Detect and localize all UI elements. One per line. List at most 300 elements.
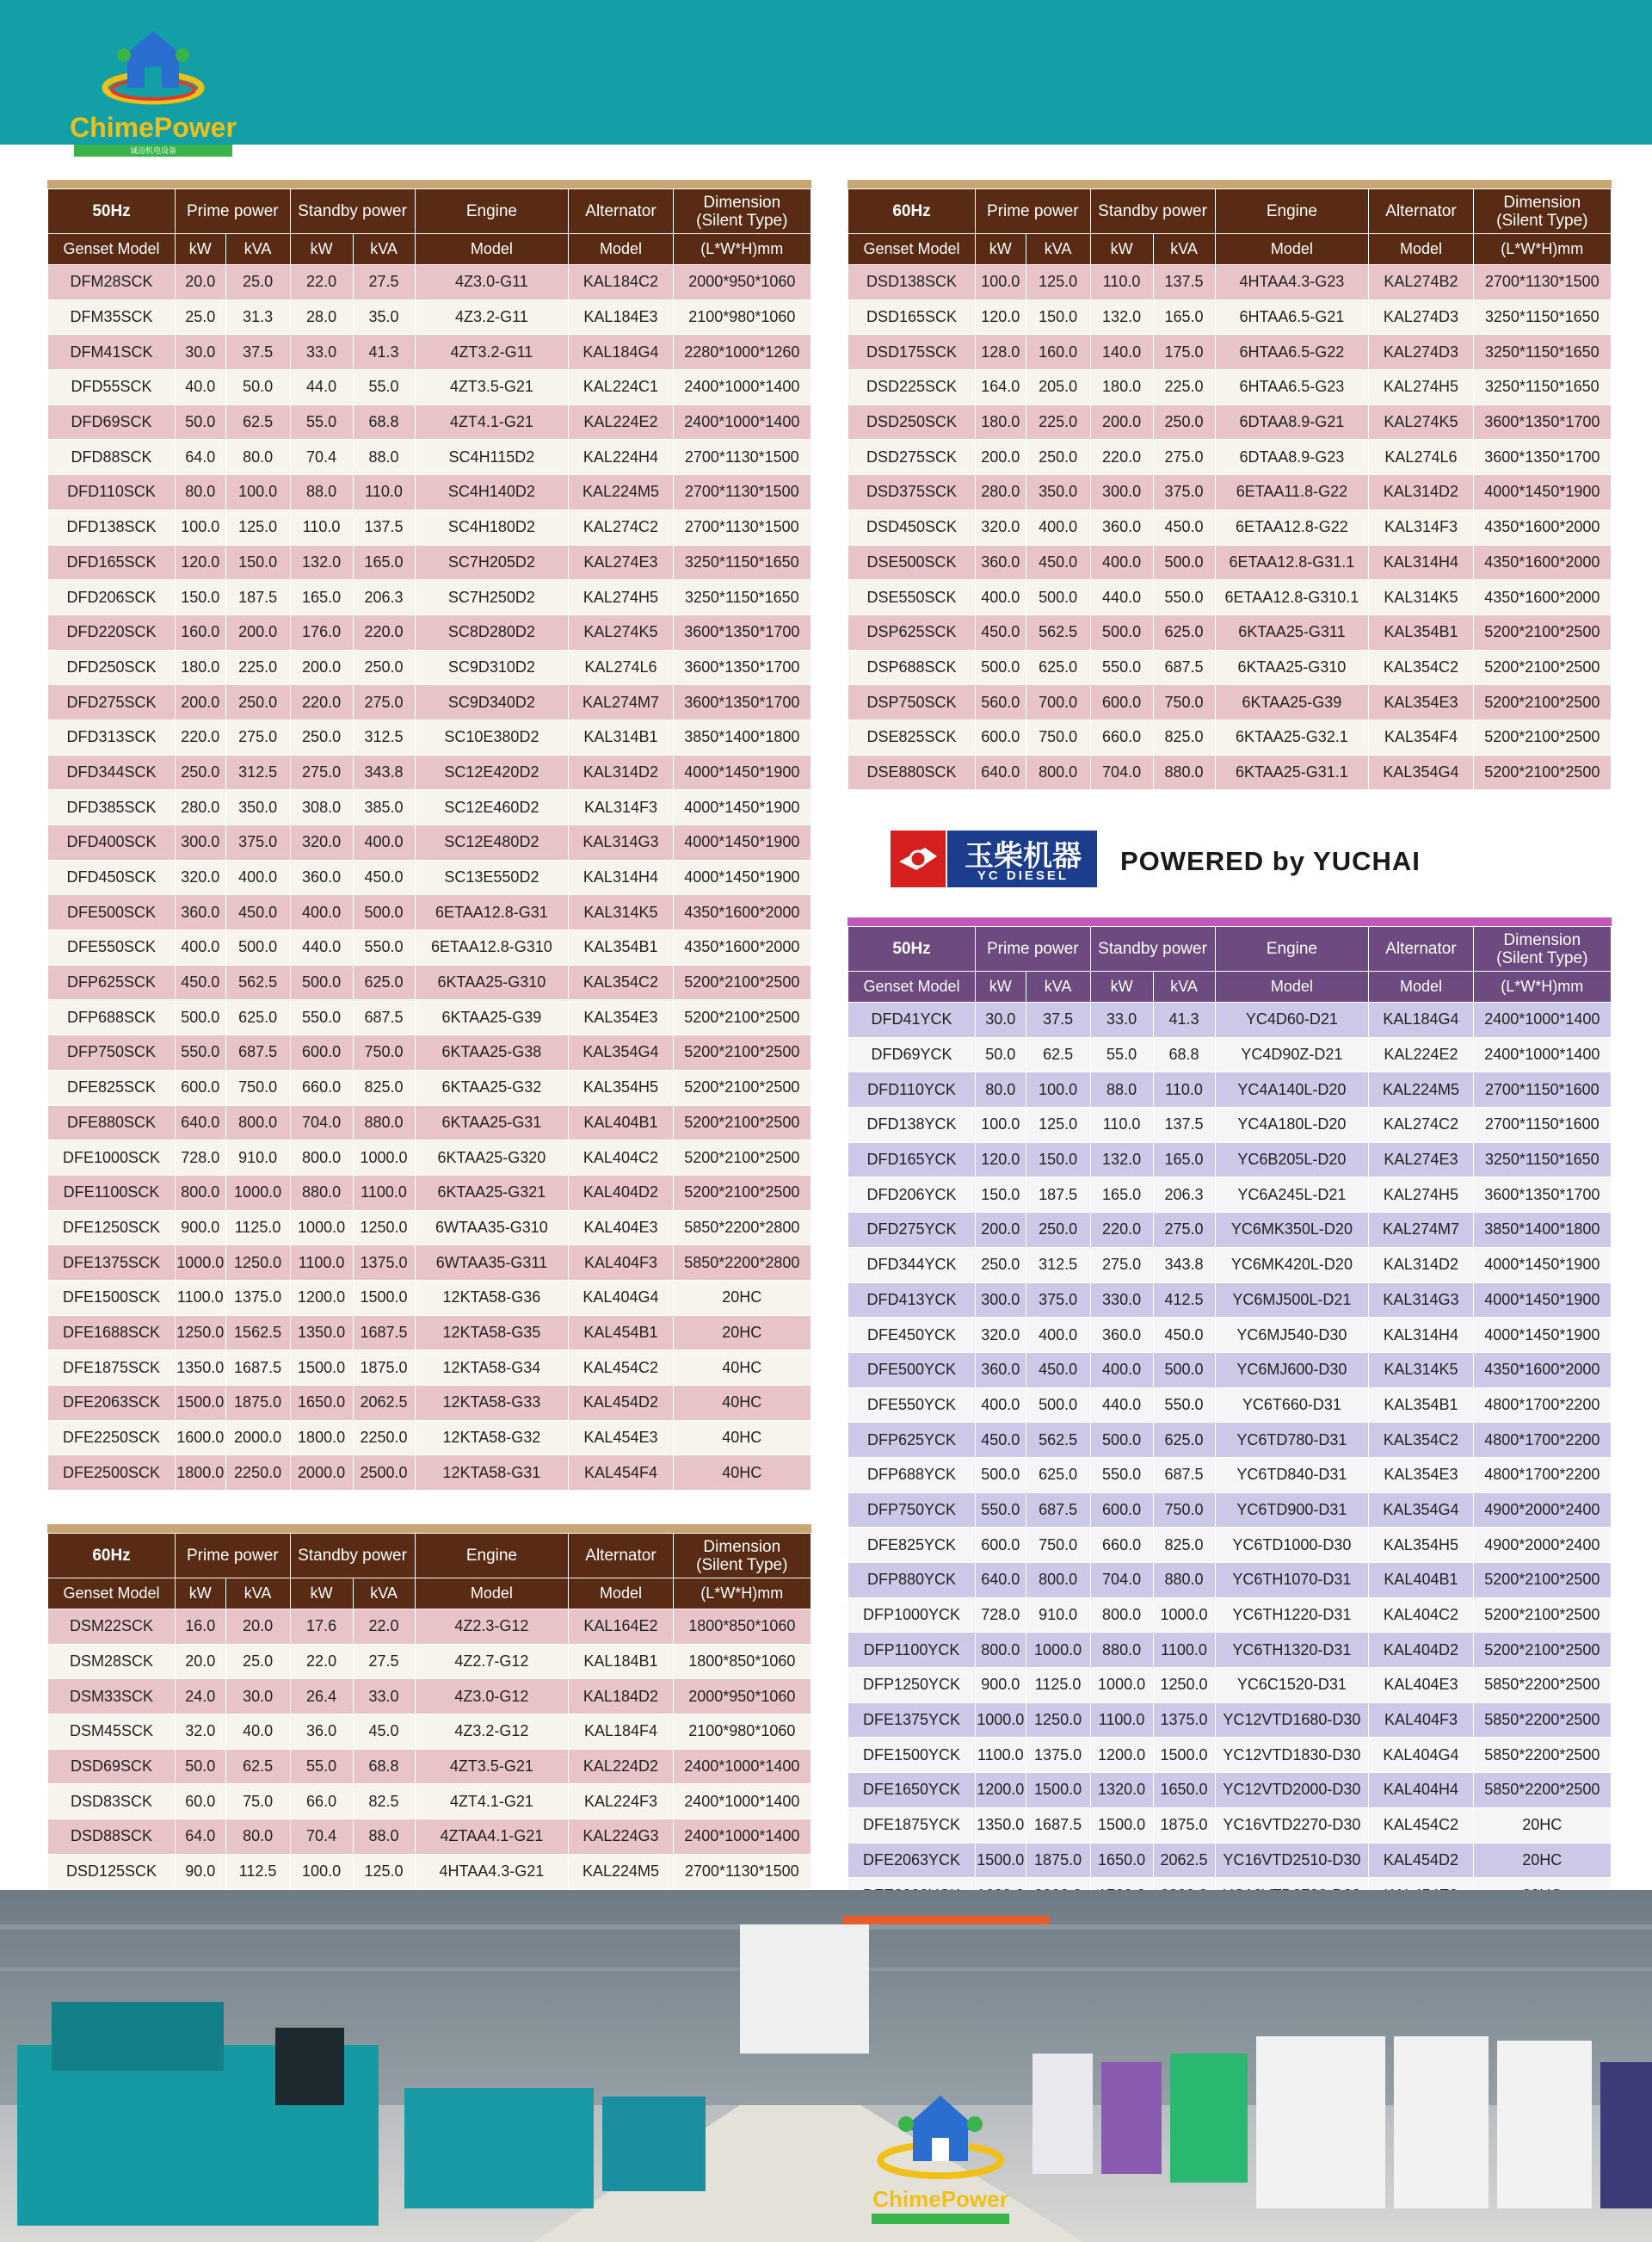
prime-kva-cell: 205.0 [1026, 370, 1090, 405]
prime-kva-cell: 50.0 [225, 370, 290, 405]
table-row [48, 1175, 811, 1210]
standby-kva-cell: 400.0 [353, 825, 415, 861]
table-top-border [47, 180, 811, 188]
engine-model-cell: 12KTA58-G32 [415, 1420, 569, 1455]
prime-kva-cell: 562.5 [225, 965, 290, 1000]
standby-kw-cell: 1200.0 [1090, 1738, 1153, 1773]
prime-kw-cell: 1500.0 [176, 1386, 226, 1421]
standby-kw-cell: 33.0 [1090, 1003, 1153, 1038]
dimension-cell: 2700*1130*1500 [1473, 265, 1611, 300]
standby-kw-cell: 550.0 [290, 1000, 353, 1035]
standby-kva-cell: 35.0 [353, 300, 415, 335]
silent-type-label: (Silent Type) [1496, 211, 1588, 230]
genset-model-cell: DFE1500SCK [48, 1280, 176, 1315]
alternator-model-cell: KAL184D2 [569, 1679, 673, 1714]
genset-model-cell: DFP1250YCK [848, 1668, 976, 1703]
alternator-model-header: Model [1369, 972, 1473, 1003]
engine-model-cell: SC7H250D2 [415, 580, 569, 615]
standby-kva-cell: 137.5 [1153, 265, 1215, 300]
engine-model-cell: SC12E480D2 [415, 825, 569, 861]
standby-kva-cell: 1375.0 [1153, 1702, 1215, 1738]
standby-kva-cell: 110.0 [353, 475, 415, 510]
standby-power-header: Standby power [1090, 927, 1215, 972]
prime-kva-cell: 700.0 [1026, 685, 1090, 720]
engine-model-cell: 4Z3.2-G12 [415, 1714, 569, 1750]
standby-kva-cell: 165.0 [1153, 1142, 1215, 1177]
prime-kw-cell: 50.0 [176, 1749, 226, 1784]
standby-kw-cell: 275.0 [1090, 1247, 1153, 1282]
table-row [848, 545, 1612, 580]
table-row [848, 1843, 1612, 1878]
standby-kw-cell: 44.0 [290, 370, 353, 405]
dimension-cell: 20HC [1473, 1843, 1611, 1878]
genset-model-cell: DFD250SCK [48, 650, 176, 685]
engine-model-cell: YC12VTD1680-D30 [1215, 1702, 1369, 1738]
standby-kva-cell: 450.0 [353, 860, 415, 895]
table-row [848, 1492, 1612, 1528]
alternator-model-cell: KAL314G3 [569, 825, 673, 861]
prime-kw-cell: 100.0 [176, 510, 226, 545]
prime-kva-cell: 275.0 [225, 720, 290, 755]
alternator-model-cell: KAL224F3 [569, 1784, 673, 1819]
standby-kw-cell: 500.0 [290, 965, 353, 1000]
prime-kva-cell: 350.0 [1026, 475, 1090, 510]
prime-kva-cell: 37.5 [225, 335, 290, 370]
standby-kva-cell: 687.5 [1153, 650, 1215, 685]
alternator-header: Alternator [569, 1534, 673, 1578]
engine-model-cell: SC9D340D2 [415, 685, 569, 720]
table-row [848, 300, 1612, 335]
prime-kw-cell: 800.0 [176, 1175, 226, 1210]
prime-kw-cell: 640.0 [176, 1105, 226, 1140]
standby-kva-cell: 1500.0 [1153, 1738, 1215, 1773]
prime-kw-cell: 200.0 [176, 685, 226, 720]
engine-model-cell: 6KTAA25-G32.1 [1215, 720, 1369, 755]
alternator-model-cell: KAL274K5 [569, 615, 673, 650]
prime-kw-cell: 120.0 [976, 1142, 1026, 1177]
alternator-model-cell: KAL274D3 [1369, 335, 1473, 370]
standby-kva-cell: 41.3 [1153, 1003, 1215, 1038]
genset-model-cell: DFE500SCK [48, 895, 176, 930]
genset-model-cell: DFD138YCK [848, 1108, 976, 1143]
table-row [848, 1108, 1612, 1143]
genset-model-cell: DSE500SCK [848, 545, 976, 580]
engine-model-cell: SC7H205D2 [415, 545, 569, 580]
standby-kw-cell: 220.0 [1090, 440, 1153, 475]
prime-kw-cell: 128.0 [976, 335, 1026, 370]
genset-model-cell: DFE450YCK [848, 1318, 976, 1353]
prime-kva-cell: 1875.0 [225, 1386, 290, 1421]
standby-kva-cell: 550.0 [353, 930, 415, 966]
table-top-border [848, 917, 1612, 926]
table-row [48, 615, 811, 650]
spec-table-60hz-left [47, 1533, 811, 1890]
alternator-model-cell: KAL354E3 [1369, 685, 1473, 720]
prime-kva-cell: 150.0 [1026, 1142, 1090, 1177]
standby-kw-cell: 660.0 [1090, 720, 1153, 755]
dimension-cell: 2280*1000*1260 [673, 335, 811, 370]
standby-kva-cell: 450.0 [1153, 1318, 1215, 1353]
standby-kva-cell: 22.0 [353, 1609, 415, 1645]
alternator-model-cell: KAL224C1 [569, 370, 673, 405]
standby-kw-cell: 88.0 [1090, 1072, 1153, 1108]
alternator-model-cell: KAL314H4 [1369, 1318, 1473, 1353]
dimension-cell: 5850*2200*2500 [1473, 1702, 1611, 1738]
prime-kw-cell: 300.0 [976, 1282, 1026, 1318]
standby-kw-cell: 330.0 [1090, 1282, 1153, 1318]
engine-model-cell: 12KTA58-G31 [415, 1455, 569, 1491]
prime-kw-cell: 600.0 [176, 1070, 226, 1105]
engine-model-cell: 6ETAA11.8-G22 [1215, 475, 1369, 510]
standby-kva-cell: 68.8 [353, 1749, 415, 1784]
alternator-model-cell: KAL354B1 [1369, 1387, 1473, 1423]
prime-kva-cell: 80.0 [225, 440, 290, 475]
prime-kva-cell: 25.0 [225, 265, 290, 300]
alternator-model-cell: KAL354C2 [569, 965, 673, 1000]
standby-kva-cell: 88.0 [353, 1819, 415, 1855]
engine-model-cell: 4Z2.3-G12 [415, 1609, 569, 1645]
table-row [48, 440, 811, 475]
genset-model-cell: DFD413YCK [848, 1282, 976, 1318]
genset-model-header: Genset Model [48, 1578, 176, 1609]
prime-kva-cell: 150.0 [225, 545, 290, 580]
alternator-model-cell: KAL184G4 [569, 335, 673, 370]
alternator-model-cell: KAL454F4 [569, 1455, 673, 1491]
dimension-cell: 3250*1150*1650 [673, 545, 811, 580]
standby-kva-cell: 687.5 [1153, 1457, 1215, 1492]
standby-kw-cell: 70.4 [290, 1819, 353, 1855]
dimension-header [1473, 189, 1611, 234]
prime-kva-cell: 450.0 [1026, 545, 1090, 580]
alternator-model-cell: KAL314B1 [569, 720, 673, 755]
engine-model-cell: 4ZT4.1-G21 [415, 1784, 569, 1819]
engine-model-cell: 4HTAA4.3-G23 [1215, 265, 1369, 300]
dimension-cell: 4800*1700*2200 [1473, 1457, 1611, 1492]
table-row [848, 1037, 1612, 1072]
table-row [48, 790, 811, 825]
dimension-cell: 2400*1000*1400 [673, 1749, 811, 1784]
table-row [48, 720, 811, 755]
table-header-row [848, 927, 1612, 972]
standby-kw-cell: 250.0 [290, 720, 353, 755]
standby-kw-cell: 550.0 [1090, 650, 1153, 685]
standby-kva-cell: 625.0 [1153, 615, 1215, 650]
engine-model-cell: YC4A180L-D20 [1215, 1108, 1369, 1143]
alternator-model-cell: KAL274B2 [1369, 265, 1473, 300]
standby-kva-cell: 880.0 [353, 1105, 415, 1140]
prime-kva-cell: 160.0 [1026, 335, 1090, 370]
dimension-cell: 3250*1150*1650 [1473, 335, 1611, 370]
standby-kw-cell: 70.4 [290, 440, 353, 475]
standby-kva-header: kVA [1153, 234, 1215, 265]
standby-kva-cell: 68.8 [1153, 1037, 1215, 1072]
prime-kw-cell: 30.0 [176, 335, 226, 370]
prime-kva-cell: 1125.0 [1026, 1668, 1090, 1703]
standby-kw-cell: 165.0 [290, 580, 353, 615]
genset-model-cell: DFE2500SCK [48, 1455, 176, 1491]
alternator-model-cell: KAL314K5 [569, 895, 673, 930]
alternator-model-cell: KAL354B1 [569, 930, 673, 966]
engine-model-cell: 6KTAA25-G321 [415, 1175, 569, 1210]
table-row [48, 965, 811, 1000]
prime-kw-cell: 1500.0 [976, 1843, 1026, 1878]
alternator-model-header: Model [569, 1578, 673, 1609]
genset-model-cell: DSD88SCK [48, 1819, 176, 1855]
engine-model-cell: YC16VTD2270-D30 [1215, 1807, 1369, 1843]
dimension-cell: 5200*2100*2500 [1473, 1597, 1611, 1633]
dimension-cell: 3850*1400*1800 [1473, 1213, 1611, 1248]
dimension-cell: 3850*1400*1800 [673, 720, 811, 755]
prime-kw-cell: 60.0 [176, 1784, 226, 1819]
prime-kw-cell: 400.0 [976, 1387, 1026, 1423]
standby-kva-cell: 45.0 [353, 1714, 415, 1750]
table-row [848, 615, 1612, 650]
standby-kw-cell: 200.0 [1090, 405, 1153, 440]
standby-kw-cell: 132.0 [1090, 1142, 1153, 1177]
table-row [48, 1035, 811, 1071]
alternator-model-cell: KAL354H5 [1369, 1528, 1473, 1563]
engine-model-cell: SC10E380D2 [415, 720, 569, 755]
standby-kva-cell: 165.0 [1153, 300, 1215, 335]
dimension-cell: 2700*1130*1500 [673, 1854, 811, 1889]
prime-kw-cell: 180.0 [176, 650, 226, 685]
genset-model-cell: DSE825SCK [848, 720, 976, 755]
genset-model-cell: DSP625SCK [848, 615, 976, 650]
dimension-cell: 4900*2000*2400 [1473, 1492, 1611, 1528]
standby-kva-cell: 27.5 [353, 1644, 415, 1679]
standby-kva-cell: 412.5 [1153, 1282, 1215, 1318]
prime-kw-cell: 728.0 [976, 1597, 1026, 1633]
engine-model-cell: YC12VTD2000-D30 [1215, 1773, 1369, 1808]
alternator-model-cell: KAL274E3 [1369, 1142, 1473, 1177]
table-row [848, 755, 1612, 790]
alternator-model-cell: KAL274C2 [1369, 1108, 1473, 1143]
genset-model-cell: DSD83SCK [48, 1784, 176, 1819]
dimension-cell: 5850*2200*2800 [673, 1210, 811, 1245]
dimension-cell: 3250*1150*1650 [1473, 1142, 1611, 1177]
dimension-cell: 20HC [673, 1315, 811, 1350]
engine-model-cell: 4Z3.0-G11 [415, 265, 569, 300]
engine-model-cell: 6KTAA25-G310 [1215, 650, 1369, 685]
table-row [48, 755, 811, 790]
dimension-label: Dimension [1503, 193, 1581, 212]
standby-kva-cell: 625.0 [1153, 1423, 1215, 1458]
standby-kw-cell: 66.0 [290, 1784, 353, 1819]
genset-model-cell: DFE1375YCK [848, 1702, 976, 1738]
genset-model-cell: DFD450SCK [48, 860, 176, 895]
table-row [48, 930, 811, 966]
prime-kw-cell: 32.0 [176, 1714, 226, 1750]
standby-kva-header: kVA [353, 1578, 415, 1609]
alternator-model-cell: KAL224G3 [569, 1819, 673, 1855]
dimension-cell: 1800*850*1060 [673, 1609, 811, 1645]
alternator-model-cell: KAL314K5 [1369, 1352, 1473, 1387]
dimension-cell: 3250*1150*1650 [1473, 300, 1611, 335]
yuchai-logo-cn: 玉柴机器 [965, 840, 1082, 873]
engine-header: Engine [1215, 927, 1369, 972]
table-row [48, 1315, 811, 1350]
engine-model-cell: 6HTAA6.5-G23 [1215, 370, 1369, 405]
prime-kw-cell: 24.0 [176, 1679, 226, 1714]
table-row [48, 1455, 811, 1491]
table-row [848, 1807, 1612, 1843]
table-row [848, 1387, 1612, 1423]
alternator-model-cell: KAL354E3 [569, 1000, 673, 1035]
standby-kw-cell: 110.0 [290, 510, 353, 545]
dimension-header [1473, 927, 1611, 972]
table-row [48, 1854, 811, 1889]
alternator-model-cell: KAL274C2 [569, 510, 673, 545]
standby-kw-cell: 132.0 [1090, 300, 1153, 335]
standby-kw-cell: 1200.0 [290, 1280, 353, 1315]
table-row [848, 1668, 1612, 1703]
alternator-model-cell: KAL274K5 [1369, 405, 1473, 440]
prime-kw-cell: 1100.0 [976, 1738, 1026, 1773]
dimension-cell: 5200*2100*2500 [1473, 1563, 1611, 1598]
engine-model-cell: 4ZT3.5-G21 [415, 1749, 569, 1784]
prime-kw-cell: 640.0 [976, 755, 1026, 790]
standby-kva-cell: 88.0 [353, 440, 415, 475]
standby-kw-cell: 28.0 [290, 300, 353, 335]
alternator-model-cell: KAL274M7 [1369, 1213, 1473, 1248]
prime-kw-cell: 728.0 [176, 1140, 226, 1176]
dimension-label: Dimension [1503, 930, 1581, 949]
genset-model-cell: DFE500YCK [848, 1352, 976, 1387]
standby-kva-cell: 1000.0 [353, 1140, 415, 1176]
prime-kva-cell: 30.0 [225, 1679, 290, 1714]
alternator-model-cell: KAL314H4 [569, 860, 673, 895]
spec-table-50hz [47, 188, 811, 1491]
genset-model-cell: DFD344SCK [48, 755, 176, 790]
dimension-cell: 40HC [673, 1420, 811, 1455]
dimension-cell: 2400*1000*1400 [673, 370, 811, 405]
engine-model-cell: YC6TD780-D31 [1215, 1423, 1369, 1458]
alternator-model-cell: KAL354B1 [1369, 615, 1473, 650]
alternator-model-cell: KAL354G4 [569, 1035, 673, 1071]
alternator-model-cell: KAL404E3 [569, 1210, 673, 1245]
dimension-cell: 4350*1600*2000 [673, 895, 811, 930]
standby-kva-cell: 1000.0 [1153, 1597, 1215, 1633]
standby-kva-cell: 175.0 [1153, 335, 1215, 370]
engine-header: Engine [415, 1534, 569, 1578]
standby-kw-cell: 1100.0 [290, 1245, 353, 1281]
prime-kva-cell: 450.0 [1026, 1352, 1090, 1387]
alternator-model-cell: KAL314G3 [1369, 1282, 1473, 1318]
table-row [848, 580, 1612, 615]
table-row [848, 1702, 1612, 1738]
standby-kw-cell: 704.0 [1090, 755, 1153, 790]
engine-model-cell: 12KTA58-G35 [415, 1315, 569, 1350]
genset-model-cell: DFD313SCK [48, 720, 176, 755]
standby-kw-cell: 500.0 [1090, 615, 1153, 650]
standby-kva-cell: 27.5 [353, 265, 415, 300]
prime-kva-cell: 625.0 [225, 1000, 290, 1035]
prime-kw-cell: 160.0 [176, 615, 226, 650]
standby-kw-cell: 55.0 [290, 1749, 353, 1784]
prime-kva-cell: 125.0 [1026, 265, 1090, 300]
alternator-model-cell: KAL354G4 [1369, 1492, 1473, 1528]
dimension-header [673, 189, 811, 234]
engine-model-cell: SC4H140D2 [415, 475, 569, 510]
prime-kva-cell: 910.0 [225, 1140, 290, 1176]
alternator-model-cell: KAL224E2 [1369, 1037, 1473, 1072]
table-row [848, 1563, 1612, 1598]
alternator-model-cell: KAL454C2 [1369, 1807, 1473, 1843]
prime-kva-cell: 910.0 [1026, 1597, 1090, 1633]
standby-kva-cell: 2062.5 [1153, 1843, 1215, 1878]
engine-model-cell: YC6B205L-D20 [1215, 1142, 1369, 1177]
prime-kw-cell: 1000.0 [976, 1702, 1026, 1738]
standby-kva-cell: 1875.0 [353, 1350, 415, 1386]
dimension-cell: 1800*850*1060 [673, 1644, 811, 1679]
prime-kva-cell: 400.0 [1026, 510, 1090, 545]
prime-kw-cell: 500.0 [976, 650, 1026, 685]
prime-kva-header: kVA [1026, 234, 1090, 265]
dimension-cell: 4900*2000*2400 [1473, 1528, 1611, 1563]
alternator-model-cell: KAL224M5 [569, 1854, 673, 1889]
standby-kw-cell: 440.0 [1090, 1387, 1153, 1423]
alternator-model-cell: KAL224M5 [1369, 1072, 1473, 1108]
engine-model-cell: YC6TD1000-D30 [1215, 1528, 1369, 1563]
engine-model-cell: YC6TH1320-D31 [1215, 1633, 1369, 1668]
engine-model-cell: YC6MJ600-D30 [1215, 1352, 1369, 1387]
engine-model-cell: 6KTAA25-G31 [415, 1105, 569, 1140]
standby-kw-cell: 2000.0 [290, 1455, 353, 1491]
standby-kva-cell: 137.5 [1153, 1108, 1215, 1143]
standby-kw-cell: 880.0 [290, 1175, 353, 1210]
table-row [48, 1644, 811, 1679]
table-row [48, 1386, 811, 1421]
prime-kva-cell: 1000.0 [1026, 1633, 1090, 1668]
prime-kva-cell: 187.5 [1026, 1177, 1090, 1213]
prime-kva-cell: 450.0 [225, 895, 290, 930]
top-banner [0, 0, 1652, 145]
alternator-model-cell: KAL404C2 [569, 1140, 673, 1176]
dimension-label: Dimension [703, 1537, 781, 1556]
dimension-cell: 4800*1700*2200 [1473, 1423, 1611, 1458]
standby-kw-cell: 360.0 [290, 860, 353, 895]
prime-kw-cell: 120.0 [176, 545, 226, 580]
alternator-model-cell: KAL314K5 [1369, 580, 1473, 615]
engine-model-cell: 6ETAA12.8-G310 [415, 930, 569, 966]
alternator-model-cell: KAL354H5 [569, 1070, 673, 1105]
standby-kva-cell: 450.0 [1153, 510, 1215, 545]
engine-model-cell: 6WTAA35-G310 [415, 1210, 569, 1245]
prime-kva-cell: 1375.0 [1026, 1738, 1090, 1773]
prime-kva-cell: 200.0 [225, 615, 290, 650]
table-row [848, 1773, 1612, 1808]
alternator-model-cell: KAL454C2 [569, 1350, 673, 1386]
standby-kva-cell: 750.0 [1153, 685, 1215, 720]
engine-model-cell: 4ZT4.1-G21 [415, 405, 569, 440]
prime-kw-cell: 280.0 [176, 790, 226, 825]
alternator-model-cell: KAL354C2 [1369, 650, 1473, 685]
table-row [48, 1140, 811, 1176]
prime-kva-cell: 1000.0 [225, 1175, 290, 1210]
table-row [48, 1280, 811, 1315]
prime-kva-cell: 62.5 [225, 405, 290, 440]
table-subheader-row [48, 1578, 811, 1609]
standby-kva-cell: 825.0 [353, 1070, 415, 1105]
table-row [848, 720, 1612, 755]
standby-kva-cell: 312.5 [353, 720, 415, 755]
alternator-model-cell: KAL404G4 [569, 1280, 673, 1315]
standby-kw-cell: 550.0 [1090, 1457, 1153, 1492]
standby-kw-cell: 440.0 [1090, 580, 1153, 615]
standby-kw-cell: 308.0 [290, 790, 353, 825]
dimension-cell: 3600*1350*1700 [1473, 1177, 1611, 1213]
prime-kw-cell: 1100.0 [176, 1280, 226, 1315]
